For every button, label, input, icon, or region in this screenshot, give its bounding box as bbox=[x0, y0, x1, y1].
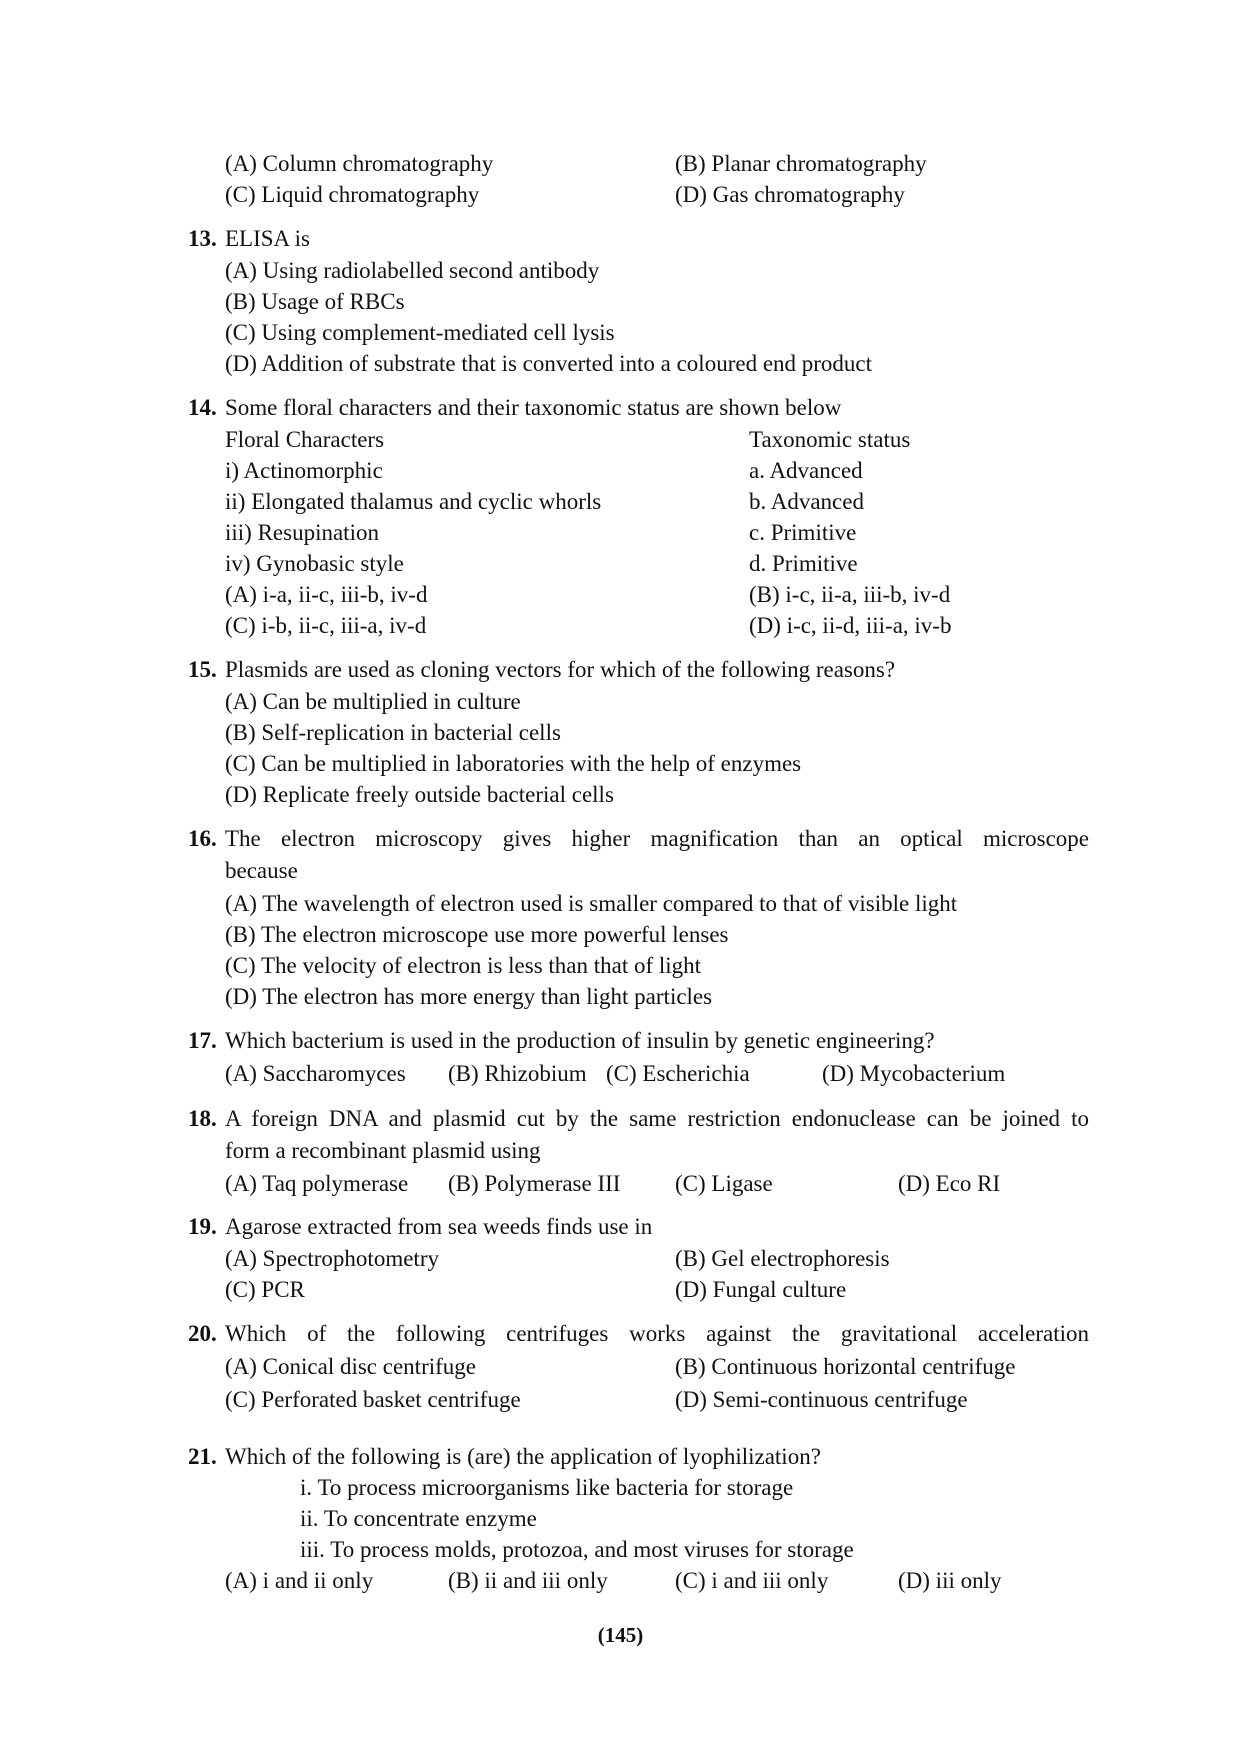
q15-option-b: (B) Self-replication in bacterial cells bbox=[225, 720, 561, 745]
q15-option-d: (D) Replicate freely outside bacterial cells bbox=[225, 782, 614, 807]
q14-left-item: i) Actinomorphic bbox=[225, 458, 383, 483]
q17-number: 17. bbox=[188, 1028, 217, 1053]
q20-option-c: (C) Perforated basket centrifuge bbox=[225, 1387, 521, 1412]
q21-statement-iii: iii. To process molds, protozoa, and most viruses for storage bbox=[300, 1537, 854, 1562]
q19-option-d: (D) Fungal culture bbox=[675, 1277, 847, 1302]
q20-option-d: (D) Semi-continuous centrifuge bbox=[675, 1387, 968, 1412]
q21-question: Which of the following is (are) the application of lyophilization? bbox=[225, 1444, 821, 1469]
q14-question: Some floral characters and their taxonomic status are shown below bbox=[225, 395, 842, 420]
q13-question: ELISA is bbox=[225, 226, 310, 251]
page-number: (145) bbox=[597, 1623, 644, 1647]
q20-question: Which of the following centrifuges works against the gravitational acceleration bbox=[225, 1321, 1089, 1346]
q13-option-c: (C) Using complement-mediated cell lysis bbox=[225, 320, 615, 345]
q14-right-item: c. Primitive bbox=[749, 520, 857, 545]
q12-option-d: (D) Gas chromatography bbox=[675, 182, 905, 207]
q17-option-d: (D) Mycobacterium bbox=[822, 1061, 1006, 1086]
q18-number: 18. bbox=[188, 1106, 217, 1131]
q14-option-a: (A) i-a, ii-c, iii-b, iv-d bbox=[225, 582, 428, 607]
q15-number: 15. bbox=[188, 657, 217, 682]
q16-number: 16. bbox=[188, 826, 217, 851]
q21-option-d: (D) iii only bbox=[898, 1568, 1002, 1593]
q13-option-a: (A) Using radiolabelled second antibody bbox=[225, 258, 600, 283]
q15-option-c: (C) Can be multiplied in laboratories with the help of enzymes bbox=[225, 751, 802, 776]
q14-left-header: Floral Characters bbox=[225, 427, 385, 452]
q15-option-a: (A) Can be multiplied in culture bbox=[225, 689, 521, 714]
q18-option-b: (B) Polymerase III bbox=[448, 1171, 621, 1196]
q19-option-c: (C) PCR bbox=[225, 1277, 305, 1302]
q17-option-a: (A) Saccharomyces bbox=[225, 1061, 406, 1086]
q14-right-item: d. Primitive bbox=[749, 551, 858, 576]
q13-option-d: (D) Addition of substrate that is converted into a coloured end product bbox=[225, 351, 873, 376]
q14-option-b: (B) i-c, ii-a, iii-b, iv-d bbox=[749, 582, 951, 607]
q20-option-a: (A) Conical disc centrifuge bbox=[225, 1354, 476, 1379]
q21-option-b: (B) ii and iii only bbox=[448, 1568, 608, 1593]
q15-question: Plasmids are used as cloning vectors for which of the following reasons? bbox=[225, 657, 896, 682]
q16-question-line2: because bbox=[225, 858, 298, 883]
q13-number: 13. bbox=[188, 226, 217, 251]
q18-option-c: (C) Ligase bbox=[675, 1171, 773, 1196]
q14-option-d: (D) i-c, ii-d, iii-a, iv-b bbox=[749, 613, 952, 638]
q20-option-b: (B) Continuous horizontal centrifuge bbox=[675, 1354, 1016, 1379]
q14-right-item: b. Advanced bbox=[749, 489, 864, 514]
q14-left-item: ii) Elongated thalamus and cyclic whorls bbox=[225, 489, 602, 514]
q20-number: 20. bbox=[188, 1321, 217, 1346]
q19-option-a: (A) Spectrophotometry bbox=[225, 1246, 439, 1271]
q14-right-header: Taxonomic status bbox=[749, 427, 911, 452]
q14-left-item: iii) Resupination bbox=[225, 520, 379, 545]
q21-option-c: (C) i and iii only bbox=[675, 1568, 829, 1593]
q14-option-c: (C) i-b, ii-c, iii-a, iv-d bbox=[225, 613, 427, 638]
q13-option-b: (B) Usage of RBCs bbox=[225, 289, 405, 314]
q16-option-d: (D) The electron has more energy than light particles bbox=[225, 984, 713, 1009]
q21-statement-i: i. To process microorganisms like bacteria for storage bbox=[300, 1475, 794, 1500]
q18-question-line2: form a recombinant plasmid using bbox=[225, 1138, 541, 1163]
q21-option-a: (A) i and ii only bbox=[225, 1568, 374, 1593]
q16-option-a: (A) The wavelength of electron used is smaller compared to that of visible light bbox=[225, 891, 958, 916]
q21-number: 21. bbox=[188, 1444, 217, 1469]
q17-question: Which bacterium is used in the production of insulin by genetic engineering? bbox=[225, 1028, 935, 1053]
q14-left-item: iv) Gynobasic style bbox=[225, 551, 404, 576]
q19-question: Agarose extracted from sea weeds finds use in bbox=[225, 1214, 653, 1239]
q17-option-c: (C) Escherichia bbox=[606, 1061, 750, 1086]
q16-question-line1: The electron microscopy gives higher magnification than an optical microscope bbox=[225, 826, 1089, 851]
q18-option-a: (A) Taq polymerase bbox=[225, 1171, 409, 1196]
q19-number: 19. bbox=[188, 1214, 217, 1239]
q12-option-c: (C) Liquid chromatography bbox=[225, 182, 480, 207]
q16-option-c: (C) The velocity of electron is less than that of light bbox=[225, 953, 702, 978]
q19-option-b: (B) Gel electrophoresis bbox=[675, 1246, 890, 1271]
q17-option-b: (B) Rhizobium bbox=[448, 1061, 587, 1086]
q12-option-b: (B) Planar chromatography bbox=[675, 151, 927, 176]
q12-option-a: (A) Column chromatography bbox=[225, 151, 494, 176]
q21-statement-ii: ii. To concentrate enzyme bbox=[300, 1506, 537, 1531]
q18-option-d: (D) Eco RI bbox=[898, 1171, 1001, 1196]
q16-option-b: (B) The electron microscope use more powerful lenses bbox=[225, 922, 729, 947]
q14-right-item: a. Advanced bbox=[749, 458, 863, 483]
q14-number: 14. bbox=[188, 395, 217, 420]
q18-question-line1: A foreign DNA and plasmid cut by the same restriction endonuclease can be joined to bbox=[225, 1106, 1089, 1131]
